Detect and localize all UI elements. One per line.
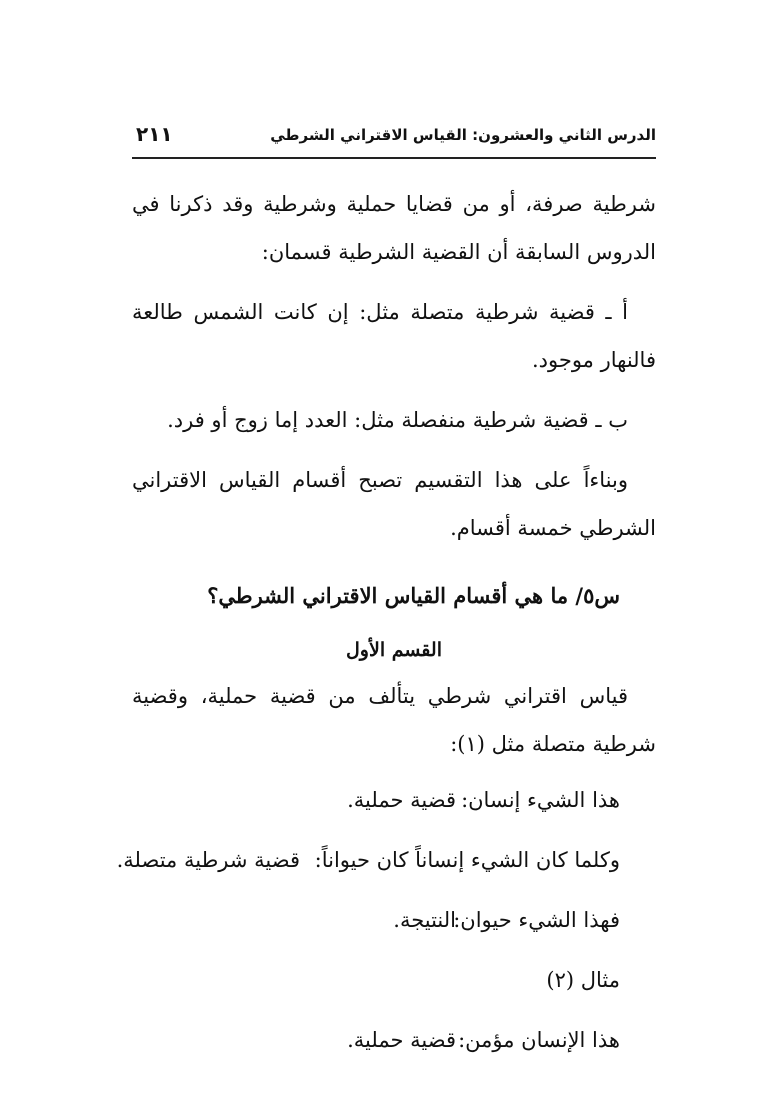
example-label: قضية حملية. xyxy=(347,1028,456,1052)
header-divider xyxy=(132,157,656,159)
example-statement: فهذا الشيء حيوان: xyxy=(453,908,620,932)
example-row xyxy=(132,1016,656,1076)
example-row xyxy=(132,896,656,956)
example2-heading-row xyxy=(132,956,656,1016)
example2-heading: مثال (٢) xyxy=(546,968,620,992)
paragraph-first-type: قياس اقتراني شرطي يتألف من قضية حملية، وقضية شرطية متصلة مثل (١): xyxy=(132,684,656,756)
example-row xyxy=(132,776,656,836)
header-title: الدرس الثاني والعشرون: القياس الاقتراني الشرطي xyxy=(270,126,656,144)
example-row xyxy=(116,836,656,896)
example-statement: هذا الشيء إنسان: xyxy=(461,788,620,812)
page-body xyxy=(116,180,656,1076)
example-label: النتيجة. xyxy=(393,908,456,932)
section-title: القسم الأول xyxy=(346,639,442,661)
example-statement: هذا الإنسان مؤمن: xyxy=(458,1028,620,1052)
example-label: قضية حملية. xyxy=(347,788,456,812)
example-statement: وكلما كان الشيء إنساناً كان حيواناً: xyxy=(314,848,620,872)
question-heading: س٥/ ما هي أقسام القياس الاقتراني الشرطي؟ xyxy=(207,583,620,608)
paragraph-intro: شرطية صرفة، أو من قضايا حملية وشرطية وقد ذكرنا في الدروس السابقة أن القضية الشرطية قسمان: xyxy=(132,192,656,264)
running-header xyxy=(132,122,656,154)
paragraph-division: وبناءاً على هذا التقسيم تصبح أقسام القياس الاقتراني الشرطي خمسة أقسام. xyxy=(132,468,656,540)
page-number: ٢١١ xyxy=(136,122,173,146)
paragraph-connected-conditional: أ ـ قضية شرطية متصلة مثل: إن كانت الشمس طالعة فالنهار موجود. xyxy=(132,300,656,372)
example-label: قضية شرطية متصلة. xyxy=(116,848,300,872)
paragraph-separated-conditional: ب ـ قضية شرطية منفصلة مثل: العدد إما زوج أو فرد. xyxy=(167,408,628,432)
